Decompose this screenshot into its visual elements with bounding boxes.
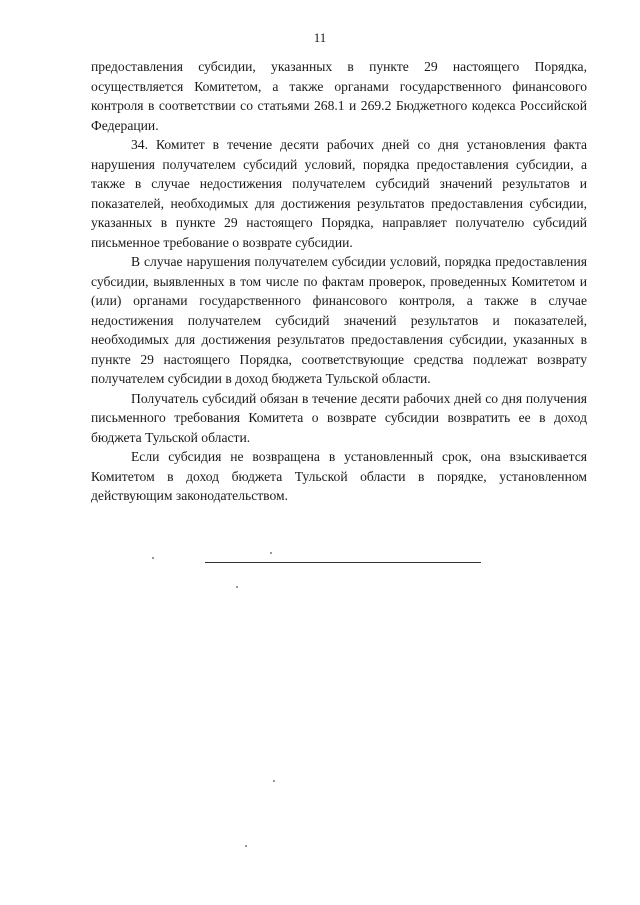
paragraph-violation-return: В случае нарушения получателем субсидии условий, порядка предоставления субсидии, выявленных в том числе по фактам проверок, проведенных Комитетом и (или) органами государственного финансового контроля, а также в случае недостижения получателем субсидий значений результатов и показателей, необходимых для достижения результатов предоставления субсидии, указанных в пункте 29 настоящего Порядка, соответствующие средства подлежат возврату получателем субсидии в доход бюджета Тульской области. — [91, 254, 587, 386]
scan-speck — [152, 557, 154, 559]
paragraph-continuation: предоставления субсидии, указанных в пункте 29 настоящего Порядка, осуществляется Комитетом, а также органами государственного финансового контроля в соответствии со статьями 268.1 и 269.2 Бюджетного кодекса Российской Федерации. — [91, 59, 587, 133]
paragraph-item-34: 34. Комитет в течение десяти рабочих дней со дня установления факта нарушения получателем субсидий условий, порядка предоставления субсидии, а также в случае недостижения получателем субсидий значений результатов и показателей, необходимых для достижения результатов предоставления субсидии, указанных в пункте 29 настоящего Порядка, направляет получателю субсидий письменное требование о возврате субсидии. — [91, 137, 587, 250]
scan-speck — [270, 552, 272, 554]
paragraph-return-deadline: Получатель субсидий обязан в течение десяти рабочих дней со дня получения письменного требования Комитета о возврате субсидии возвратить ее в доход бюджета Тульской области. — [91, 390, 587, 445]
paragraph-recovery: Если субсидия не возвращена в установленный срок, она взыскивается Комитетом в доход бюджета Тульской области в порядке, установленном действующим законодательством. — [91, 449, 587, 503]
end-divider-line — [205, 562, 481, 563]
scan-speck — [236, 586, 238, 588]
scan-speck — [273, 780, 275, 782]
scan-speck — [245, 845, 247, 847]
page-number: 11 — [313, 30, 327, 45]
body-text — [91, 57, 587, 506]
